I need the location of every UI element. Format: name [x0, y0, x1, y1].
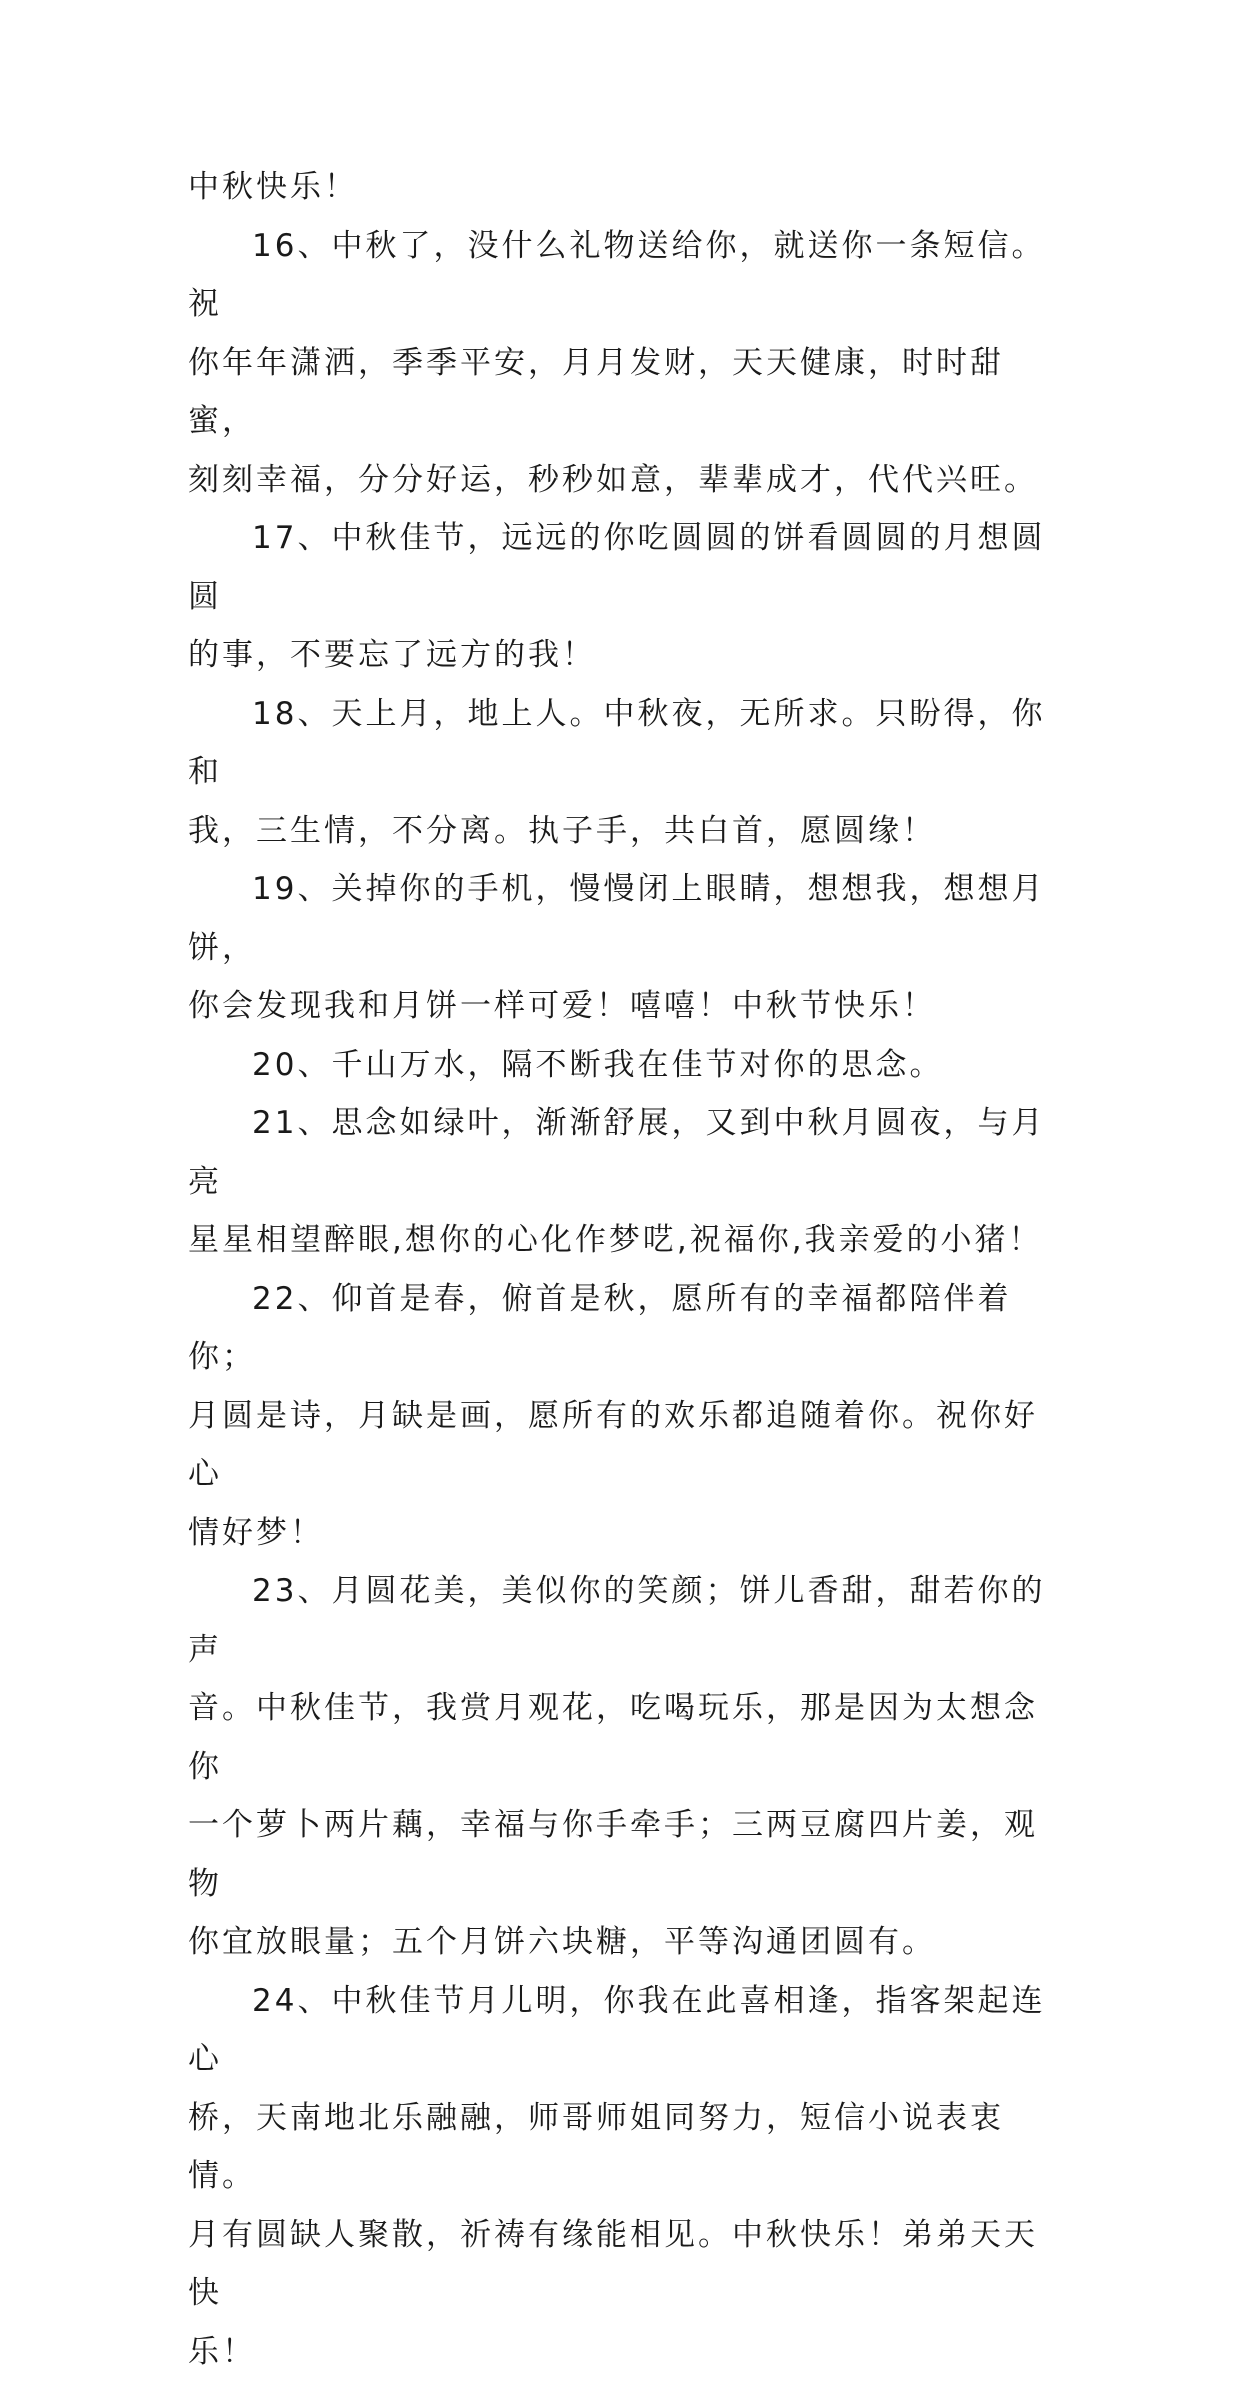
- paragraph-continuation: 中秋快乐！: [188, 158, 1068, 217]
- paragraph-21: 21、思念如绿叶，渐渐舒展，又到中秋月圆夜，与月亮 星星相望醉眼,想你的心化作梦呓,祝福你,我亲爱的小猪！: [188, 1094, 1068, 1270]
- document-body: [188, 158, 1068, 2381]
- paragraph-22: 22、仰首是春，俯首是秋，愿所有的幸福都陪伴着你； 月圆是诗，月缺是画，愿所有的欢乐都追随着你。祝你好心 情好梦！: [188, 1270, 1068, 1563]
- paragraph-19: 19、关掉你的手机，慢慢闭上眼睛，想想我，想想月饼， 你会发现我和月饼一样可爱！嘻嘻！中秋节快乐！: [188, 860, 1068, 1036]
- paragraph-18: 18、天上月，地上人。中秋夜，无所求。只盼得，你和 我，三生情，不分离。执子手，共白首，愿圆缘！: [188, 685, 1068, 861]
- paragraph-17: 17、中秋佳节，远远的你吃圆圆的饼看圆圆的月想圆圆 的事，不要忘了远方的我！: [188, 509, 1068, 685]
- paragraph-20: 20、千山万水，隔不断我在佳节对你的思念。: [188, 1036, 1068, 1095]
- paragraph-23: 23、月圆花美，美似你的笑颜；饼儿香甜，甜若你的声 音。中秋佳节，我赏月观花，吃喝玩乐，那是因为太想念你 一个萝卜两片藕，幸福与你手牵手；三两豆腐四片姜，观物 你宜放眼量；五个月饼六块糖，平等沟通团圆有。: [188, 1562, 1068, 1972]
- paragraph-24: 24、中秋佳节月儿明，你我在此喜相逢，指客架起连心 桥，天南地北乐融融，师哥师姐同努力，短信小说表衷情。 月有圆缺人聚散，祈祷有缘能相见。中秋快乐！弟弟天天快 乐！: [188, 1972, 1068, 2381]
- paragraph-16: 16、中秋了，没什么礼物送给你，就送你一条短信。祝 你年年潇洒，季季平安，月月发财，天天健康，时时甜蜜， 刻刻幸福，分分好运，秒秒如意，辈辈成才，代代兴旺。: [188, 217, 1068, 510]
